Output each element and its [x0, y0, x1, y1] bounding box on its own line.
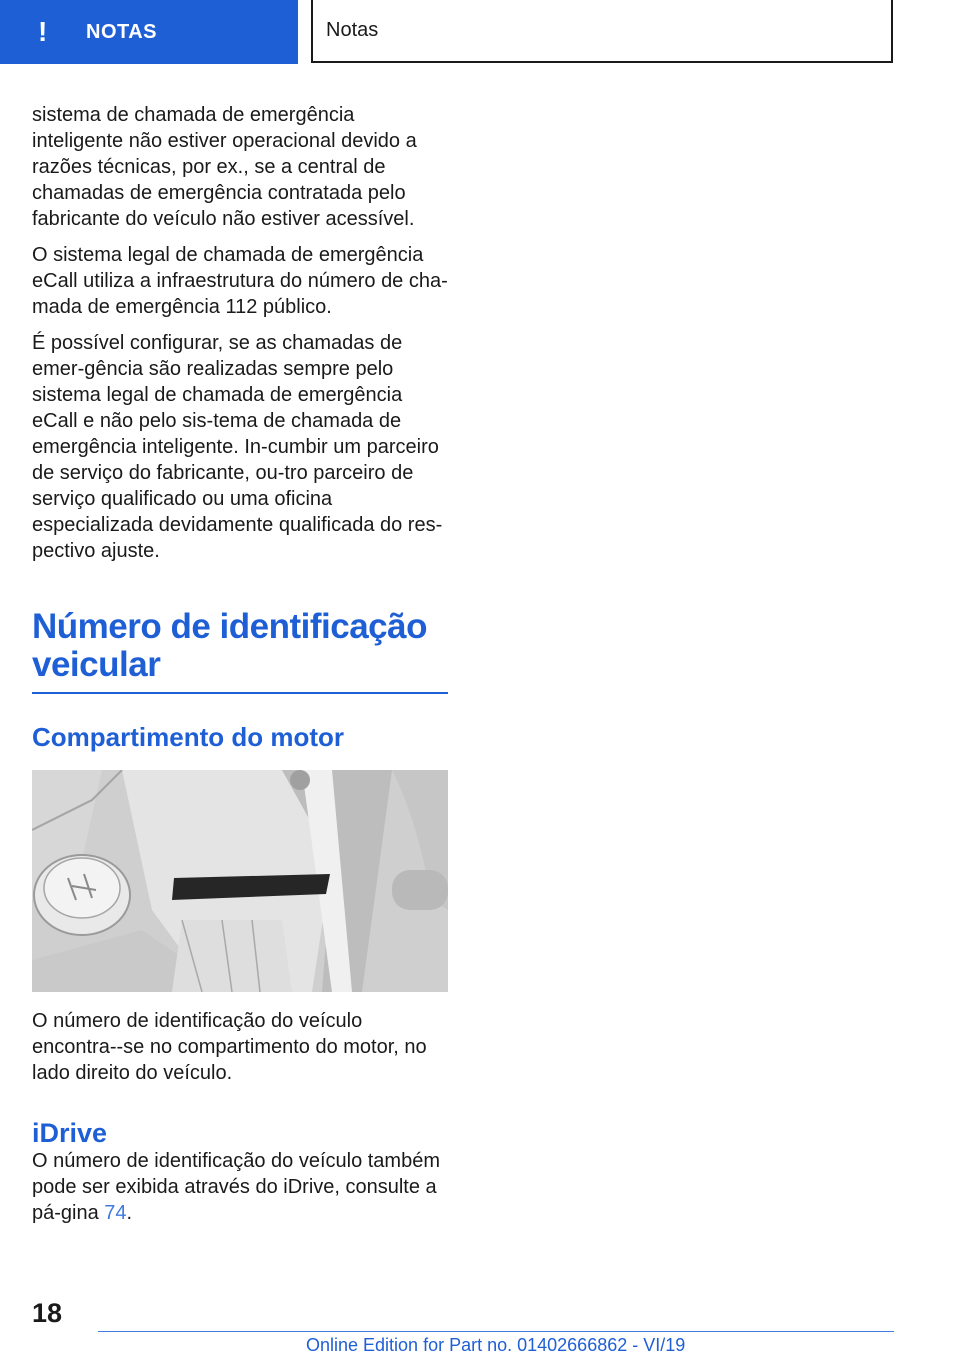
main-column: [32, 102, 448, 1226]
page-reference-link[interactable]: 74: [104, 1202, 127, 1224]
page-title: Notas: [326, 19, 379, 41]
idrive-heading: iDrive: [32, 1118, 108, 1148]
page-number: 18: [32, 1298, 63, 1328]
engine-compartment-illustration: [32, 770, 448, 992]
body-paragraph-1: sistema de chamada de emergência inteligente não estiver operacional devido a razões técnicas, por ex., se a central de chamadas de emergência contratada pelo fabricante do veículo não estiver acessível.: [32, 104, 417, 230]
para4-prefix: O número de identificação do veículo também pode ser exibida através do iDrive, consulte a pá-gina: [32, 1150, 440, 1224]
figure-caption: O número de identificação do veículo encontra--se no compartimento do motor, no lado direito do veículo.: [32, 1010, 427, 1084]
exclamation-icon: !: [38, 16, 48, 47]
page-title-tab: [311, 0, 893, 63]
footer-edition: Online Edition for Part no. 01402666862 - VI/19: [306, 1335, 686, 1355]
footer-divider: [98, 1331, 894, 1332]
section-tab: [0, 0, 298, 64]
section-title: NOTAS: [86, 20, 158, 43]
body-paragraph-2: O sistema legal de chamada de emergência eCall utiliza a infraestrutura do número de cha-mada de emergência 112 público.: [32, 244, 448, 318]
section-heading: Número de identificação veicular: [32, 607, 427, 684]
body-paragraph-3: É possível configurar, se as chamadas de emer-gência são realizadas sempre pelo sistema legal de chamada de emergência eCall e não pelo sis-tema de chamada de emergência inteligente. In-cumbir um parceiro de serviço do fabricante, ou-tro parceiro de serviço qualificado ou uma oficina especializada devidamente qualificada do res-pectivo ajuste.: [32, 332, 443, 562]
subsection-heading: Compartimento do motor: [32, 722, 344, 752]
para4-suffix: .: [126, 1202, 133, 1224]
body-paragraph-4: [32, 1148, 448, 1226]
heading-divider: [32, 692, 448, 694]
